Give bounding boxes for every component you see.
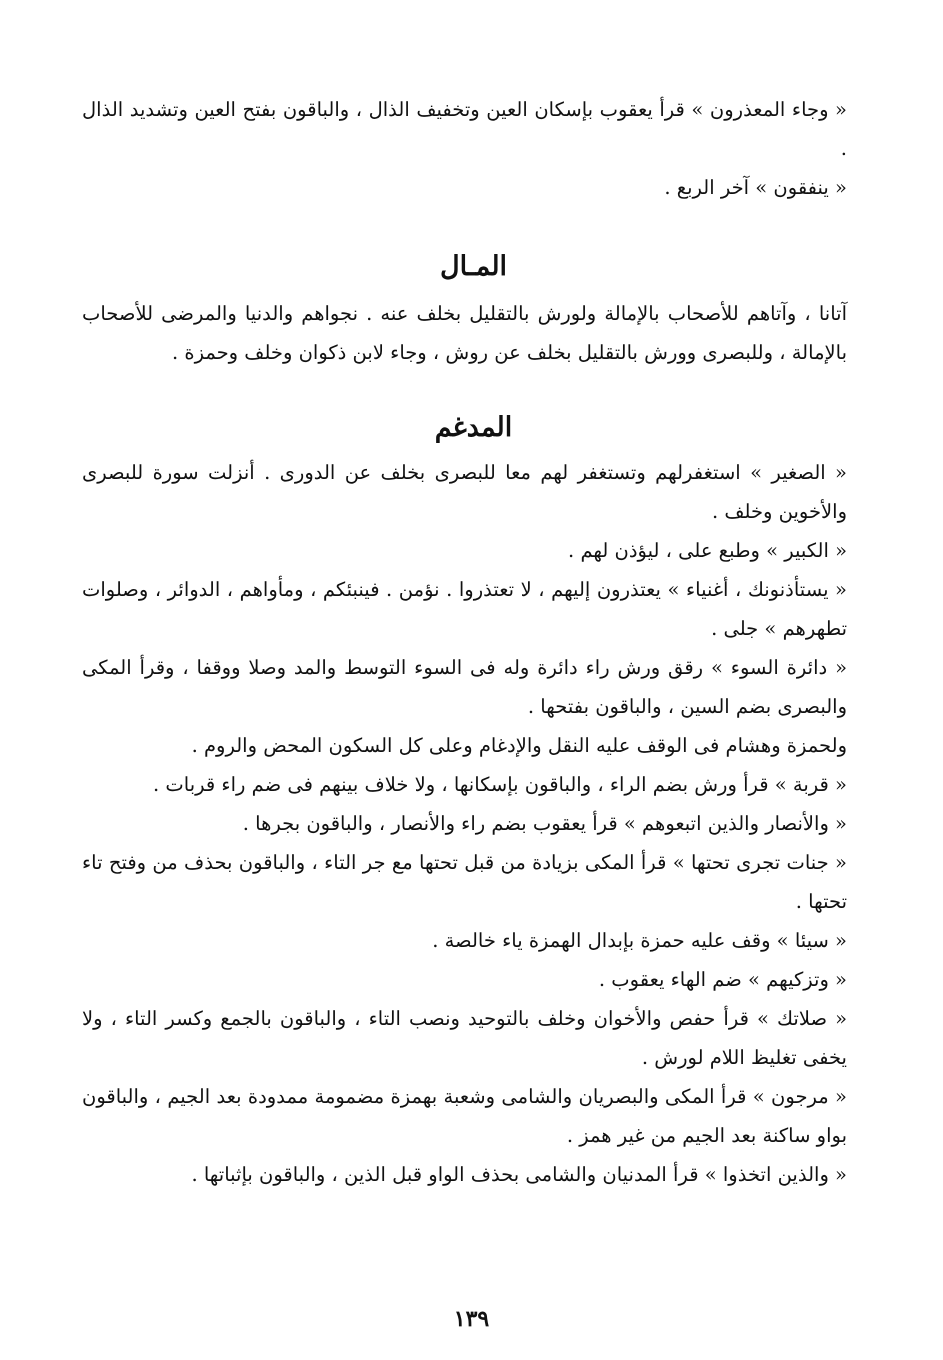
paragraph-kabir: « الكبير » وطبع على ، ليؤذن لهم . (568, 539, 847, 562)
page-number: ١٣٩ (453, 1306, 490, 1332)
paragraph-wajaa-almuadhirun: « وجاء المعذرون » قرأ يعقوب بإسكان العين وتخفيف الذال ، والباقون بفتح العين وتشديد الذال . (82, 98, 847, 160)
paragraph-alansar: « والأنصار والذين اتبعوهم » قرأ يعقوب بضم راء والأنصار ، والباقون بجرها . (242, 812, 847, 835)
paragraph-qurba: « قربة » قرأ ورش بضم الراء ، والباقون بإسكانها ، ولا خلاف بينهم فى ضم راء قربات . (153, 773, 847, 796)
paragraph-saghir: « الصغير » استغفرلهم وتستغفر لهم معا للبصرى بخلف عن الدورى . أنزلت سورة للبصرى والأخوين وخلف . (82, 461, 847, 523)
section-heading-mal: المـال (439, 251, 508, 282)
paragraph-salatak: « صلاتك » قرأ حفص والأخوان وخلف بالتوحيد ونصب التاء ، والباقون بالجمع وكسر التاء ، ولا يخفى تغليظ اللام لورش . (82, 1007, 847, 1069)
paragraph-dairat-alsawi: « دائرة السوء » رقق ورش راء دائرة وله فى السوء التوسط والمد وصلا ووقفا ، وقرأ المكى والبصرى بضم السين ، والباقون بفتحها . (82, 656, 847, 718)
paragraph-yastadhinunak: « يستأذنونك ، أغنياء » يعتذرون إليهم ، لا تعتذروا . نؤمن . فينبئكم ، ومأواهم ، الدوائر ، وصلوات تطهرهم » جلى . (82, 578, 847, 640)
paragraph-sayyiaa: « سيئا » وقف عليه حمزة بإبدال الهمزة ياء خالصة . (432, 929, 847, 952)
section-heading-mudgham: المدغم (434, 412, 513, 443)
paragraph-yunfiqun: « ينفقون » آخر الربع . (664, 176, 847, 199)
paragraph-hamza-hisham: ولحمزة وهشام فى الوقف عليه النقل والإدغام وعلى كل السكون المحض والروم . (191, 734, 847, 757)
paragraph-tuzakkihim: « وتزكيهم » ضم الهاء يعقوب . (598, 968, 847, 991)
paragraph-alladhina-ittakhadhu: « والذين اتخذوا » قرأ المدنيان والشامى بحذف الواو قبل الذين ، والباقون بإثباتها . (191, 1163, 847, 1186)
paragraph-atana: آتانا ، وآتاهم للأصحاب بالإمالة ولورش بالتقليل بخلف عنه . نجواهم والدنيا والمرضى للأصحاب بالإمالة ، وللبصرى وورش بالتقليل بخلف عن روش ، وجاء لابن ذكوان وخلف وحمزة . (82, 302, 847, 364)
paragraph-jannat: « جنات تجرى تحتها » قرأ المكى بزيادة من قبل تحتها مع جر التاء ، والباقون بحذف من وفتح تاء تحتها . (82, 851, 847, 913)
paragraph-murjawn: « مرجون » قرأ المكى والبصريان والشامى وشعبة بهمزة مضمومة ممدودة بعد الجيم ، والباقون بواو ساكنة بعد الجيم من غير همز . (82, 1085, 847, 1147)
